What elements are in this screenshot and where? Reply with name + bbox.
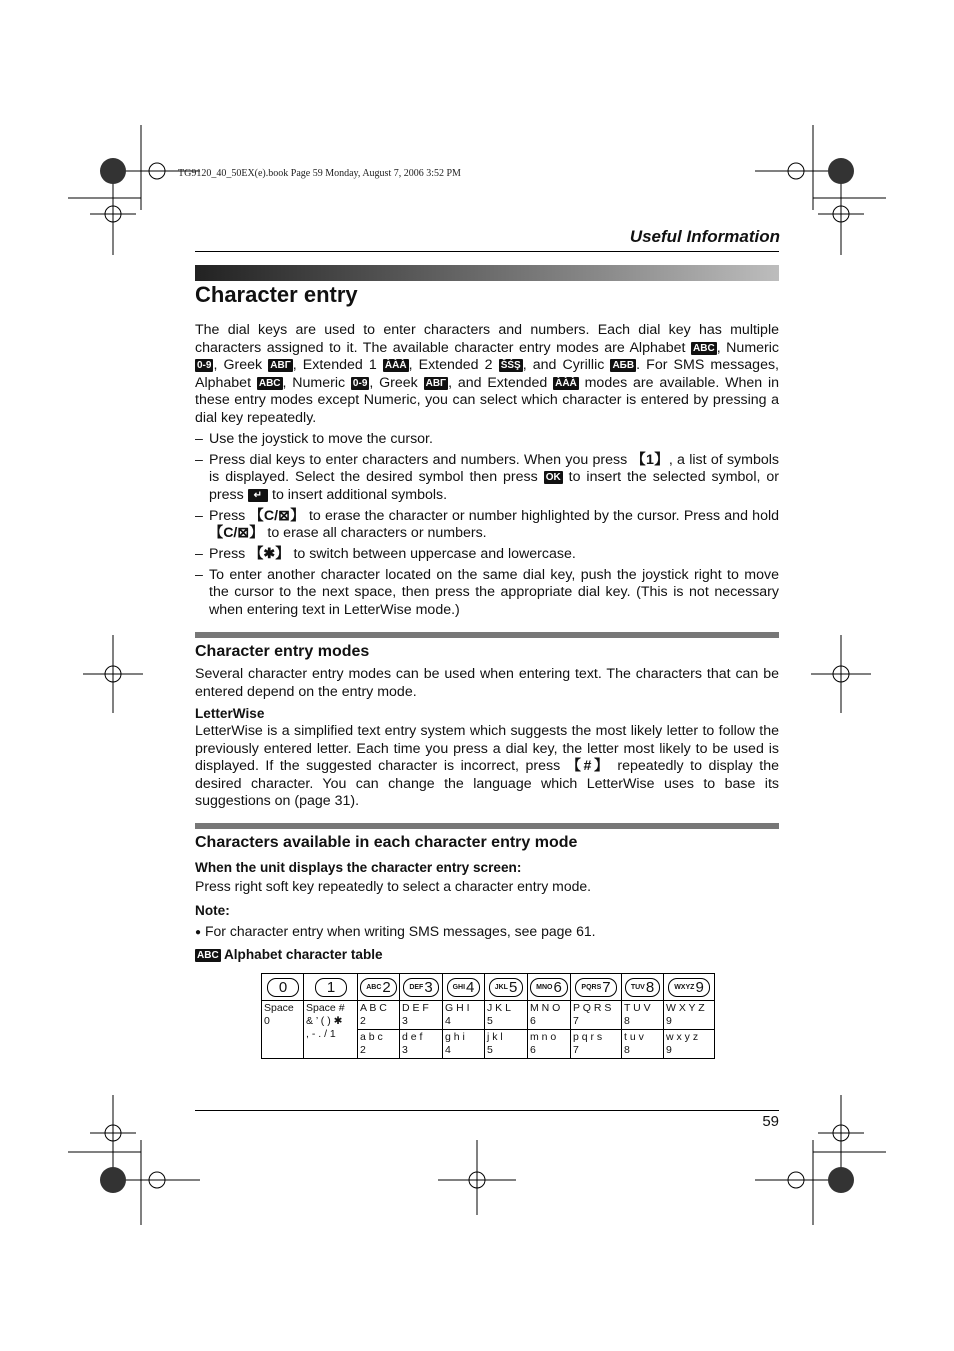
table-cell: d e f 3 (400, 1030, 443, 1059)
enter-icon: ↵ (248, 489, 268, 502)
dial-key-3-icon: $^{DEF}$3 (403, 978, 438, 997)
ok-icon: OK (545, 472, 561, 484)
extended1-mode-icon: ÀÀÀ (555, 377, 577, 389)
key-cell (664, 974, 715, 1001)
dial-key-7-icon: $^{PQRS}$7 (575, 978, 616, 997)
table-cell: M N O 6 (528, 1001, 571, 1030)
table-row (262, 974, 715, 1001)
table-cell: a b c 2 (358, 1030, 400, 1059)
page-title: Character entry (195, 282, 358, 307)
dial-key-5-icon: $^{JKL}$5 (489, 978, 524, 997)
table-cell: w x y z 9 (664, 1030, 715, 1059)
key-cell (400, 974, 443, 1001)
abc-mode-icon: ABC (197, 950, 219, 961)
key-cell (622, 974, 664, 1001)
page-number: 59 (762, 1113, 779, 1130)
letterwise-text: LetterWise is a simplified text entry system which suggests the most likely letter to follow the previously entered letter. Each time you press a dial key, the letter most likely to be used is displayed. If the suggested character is incorrect, press 【#】 repeatedly to display the desired character. You can change the language which LetterWise uses to base its suggestions on (page 31). (195, 723, 779, 810)
dial-key-1-icon: 1 (315, 978, 347, 997)
table-cell: m n o 6 (528, 1030, 571, 1059)
dial-key-4-icon: $^{GHI}$4 (447, 978, 481, 997)
header-rule (195, 251, 779, 252)
key-cell (262, 974, 304, 1001)
section-bar (195, 632, 779, 638)
table-cell: Space 0 (262, 1001, 304, 1059)
dial-key-8-icon: $^{TUV}$8 (625, 978, 660, 997)
section-bar (195, 823, 779, 829)
list-item: – Use the joystick to move the cursor. (195, 431, 433, 447)
when-line: When the unit displays the character entry screen: (195, 860, 522, 875)
numeric-mode-icon: 0-9 (352, 377, 368, 389)
abc-mode-icon: ABC (693, 342, 715, 354)
dial-key-6-icon: $^{MNO}$6 (530, 978, 568, 997)
modes-heading: Character entry modes (195, 643, 370, 660)
table-cell: t u v 8 (622, 1030, 664, 1059)
footer-rule (195, 1110, 779, 1111)
table-cell: Space # & ’ ( ) ✱ , - . / 1 (304, 1001, 358, 1059)
dial-key-0-icon: 0 (267, 978, 299, 997)
table-cell: g h i 4 (443, 1030, 485, 1059)
available-heading: Characters available in each character entry mode (195, 834, 578, 851)
list-item: – Press 【C/⊠】 to erase the character or number highlighted by the cursor. Press and hold 【C/⊠】 to erase all characters or numbers. (195, 508, 779, 542)
table-cell: G H I 4 (443, 1001, 485, 1030)
numeric-mode-icon: 0-9 (197, 360, 212, 372)
dial-key-9-icon: $^{WXYZ}$9 (668, 978, 710, 997)
intro-paragraph: The dial keys are used to enter characters and numbers. Each dial key has multiple characters assigned to it. The available character entry modes are Alphabet ABC , Numeric 0-9 , Greek ΑΒΓ , Extended 1 ÀÀÀ , Extended 2 ŠŚŞ , and Cyrillic АБВ . For SMS messages, Alphabet ABC , Numeric 0-9 , Greek ΑΒΓ , and Extended ÀÀÀ modes are available. When in these entry modes except Numeric, you can select which character is entered by pressing a dial key repeatedly. (195, 322, 780, 426)
extended1-mode-icon: ÀÀÀ (384, 360, 407, 372)
abc-mode-icon: ABC (258, 377, 281, 389)
list-item: – To enter another character located on the same dial key, push the joystick right to move the cursor to the next space, then press the appropriate dial key. (This is not necessary when entering text in LetterWise mode.) (195, 567, 779, 618)
extended2-mode-icon: ŠŚŞ (500, 360, 521, 372)
table-cell: T U V 8 (622, 1001, 664, 1030)
key-cell (485, 974, 528, 1001)
note-label: Note: (195, 903, 230, 918)
greek-mode-icon: ΑΒΓ (270, 360, 291, 372)
greek-mode-icon: ΑΒΓ (425, 377, 447, 389)
modes-text: Several character entry modes can be used when entering text. The characters that can be entered depend on the entry mode. (195, 666, 779, 700)
table-cell: p q r s 7 (571, 1030, 622, 1059)
table-cell: j k l 5 (485, 1030, 528, 1059)
key-cell (571, 974, 622, 1001)
alphabet-character-table (261, 973, 715, 1059)
bullet-icon: ● (195, 927, 202, 938)
list-item: – Press dial keys to enter characters and numbers. When you press 【1】, a list of symbols is displayed. Select the desired symbol then press OK to insert the selected symbol, or press ↵ to insert additional symbols. (195, 452, 779, 503)
key-cell (304, 974, 358, 1001)
list-item: – Press 【✱】 to switch between uppercase and lowercase. (195, 546, 576, 562)
table-cell: P Q R S 7 (571, 1001, 622, 1030)
table-cell: A B C 2 (358, 1001, 400, 1030)
key-cell (528, 974, 571, 1001)
table-label: ABC Alphabet character table (197, 947, 383, 962)
dial-key-2-icon: $^{ABC}$2 (360, 978, 397, 997)
note-text: ● For character entry when writing SMS messages, see page 61. (195, 923, 596, 939)
press-line: Press right soft key repeatedly to select a character entry mode. (195, 878, 592, 894)
cyrillic-mode-icon: АБВ (612, 360, 635, 372)
file-stamp: TG9120_40_50EX(e).book Page 59 Monday, August 7, 2006 3:52 PM (178, 168, 461, 179)
key-cell (443, 974, 485, 1001)
table-cell: J K L 5 (485, 1001, 528, 1030)
table-cell: W X Y Z 9 (664, 1001, 715, 1030)
table-cell: D E F 3 (400, 1001, 443, 1030)
letterwise-heading: LetterWise (195, 706, 265, 721)
title-gradient-bar (195, 265, 779, 281)
table-row (262, 1001, 715, 1030)
section-header: Useful Information (629, 227, 780, 246)
key-cell (358, 974, 400, 1001)
